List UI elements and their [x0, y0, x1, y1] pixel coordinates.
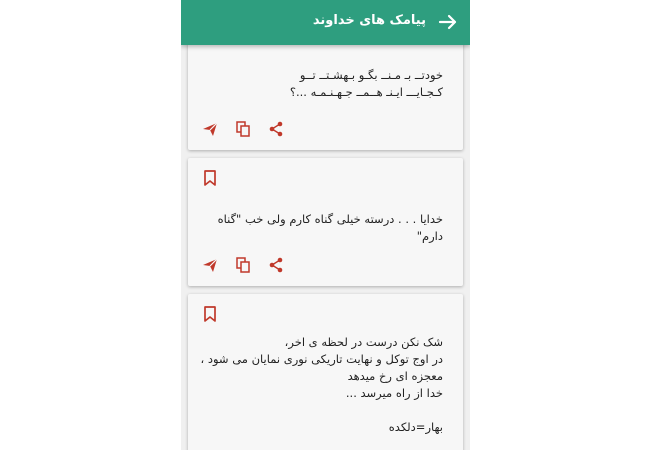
bookmark-icon[interactable] — [203, 170, 217, 186]
copy-icon[interactable] — [235, 257, 251, 273]
message-text: شک نکن درست در لحظه ی اخر، در اوج توکل و نهایت تاریکی نوری نمایان می شود ، معجزه ای رخ میدهد خدا از راه میرسد ... بهار=دلکده — [200, 335, 443, 434]
share-icon[interactable] — [268, 257, 284, 273]
message-text: خدایا . . . درسته خیلی گناه کارم ولی خب "گناه دارم" — [217, 212, 443, 243]
phone-screen — [181, 0, 470, 450]
back-arrow-icon[interactable] — [438, 12, 458, 32]
message-card — [188, 294, 463, 450]
share-icon[interactable] — [268, 121, 284, 137]
message-text: خودتــ بـ مـنــ بگـو بـهشـتــ تــو کـجـایـــ ایـنـ هــمــ جـهـنـمـه ...؟ — [289, 68, 443, 99]
send-icon[interactable] — [202, 257, 218, 273]
send-icon[interactable] — [202, 121, 218, 137]
message-card — [188, 158, 463, 286]
copy-icon[interactable] — [235, 121, 251, 137]
app-title: پیامک های خداوند — [312, 13, 426, 28]
app-bar — [181, 0, 470, 45]
bookmark-icon[interactable] — [203, 306, 217, 322]
